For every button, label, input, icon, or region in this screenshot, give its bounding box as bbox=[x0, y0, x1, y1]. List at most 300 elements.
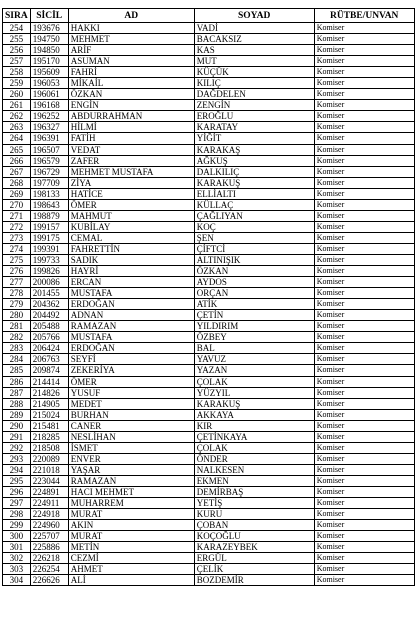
cell-rutbe-unvan: Komiser bbox=[314, 188, 414, 199]
cell-rutbe-unvan: Komiser bbox=[314, 575, 414, 586]
cell-sira: 266 bbox=[3, 155, 31, 166]
cell-ad: CEZMİ bbox=[68, 553, 194, 564]
cell-sicil: 204492 bbox=[30, 310, 68, 321]
cell-sicil: 205488 bbox=[30, 321, 68, 332]
cell-sicil: 209874 bbox=[30, 365, 68, 376]
cell-soyad: ÇELİK bbox=[194, 564, 314, 575]
cell-sira: 285 bbox=[3, 365, 31, 376]
cell-sicil: 201455 bbox=[30, 288, 68, 299]
table-row bbox=[3, 243, 415, 254]
cell-soyad: DALKILIÇ bbox=[194, 166, 314, 177]
cell-rutbe-unvan: Komiser bbox=[314, 299, 414, 310]
cell-sira: 289 bbox=[3, 409, 31, 420]
cell-soyad: VADİ bbox=[194, 23, 314, 34]
cell-rutbe-unvan: Komiser bbox=[314, 166, 414, 177]
cell-rutbe-unvan: Komiser bbox=[314, 564, 414, 575]
cell-ad: MİKAİL bbox=[68, 78, 194, 89]
cell-sicil: 196391 bbox=[30, 133, 68, 144]
cell-sicil: 195609 bbox=[30, 67, 68, 78]
cell-rutbe-unvan: Komiser bbox=[314, 266, 414, 277]
cell-sira: 296 bbox=[3, 486, 31, 497]
cell-soyad: YETİŞ bbox=[194, 498, 314, 509]
cell-soyad: KARAZEYBEK bbox=[194, 542, 314, 553]
header-sicil: SİCİL bbox=[30, 9, 68, 23]
cell-ad: ÖMER bbox=[68, 376, 194, 387]
table-row bbox=[3, 542, 415, 553]
cell-ad: ERDOĞAN bbox=[68, 299, 194, 310]
cell-sira: 293 bbox=[3, 453, 31, 464]
cell-rutbe-unvan: Komiser bbox=[314, 376, 414, 387]
cell-rutbe-unvan: Komiser bbox=[314, 531, 414, 542]
cell-rutbe-unvan: Komiser bbox=[314, 45, 414, 56]
cell-sira: 282 bbox=[3, 332, 31, 343]
cell-soyad: ELLİALTI bbox=[194, 188, 314, 199]
cell-sicil: 223044 bbox=[30, 475, 68, 486]
cell-ad: CANER bbox=[68, 420, 194, 431]
cell-sira: 262 bbox=[3, 111, 31, 122]
cell-rutbe-unvan: Komiser bbox=[314, 409, 414, 420]
cell-sicil: 196729 bbox=[30, 166, 68, 177]
cell-soyad: KÜÇÜK bbox=[194, 67, 314, 78]
cell-sira: 268 bbox=[3, 177, 31, 188]
cell-soyad: AĞKUŞ bbox=[194, 155, 314, 166]
cell-sira: 257 bbox=[3, 56, 31, 67]
cell-rutbe-unvan: Komiser bbox=[314, 365, 414, 376]
personnel-list-page bbox=[2, 8, 415, 586]
cell-rutbe-unvan: Komiser bbox=[314, 100, 414, 111]
cell-sira: 288 bbox=[3, 398, 31, 409]
cell-sicil: 205766 bbox=[30, 332, 68, 343]
cell-rutbe-unvan: Komiser bbox=[314, 56, 414, 67]
cell-sira: 274 bbox=[3, 243, 31, 254]
header-row bbox=[3, 9, 415, 23]
cell-sira: 283 bbox=[3, 343, 31, 354]
cell-ad: ERCAN bbox=[68, 277, 194, 288]
personnel-table bbox=[2, 8, 415, 586]
cell-rutbe-unvan: Komiser bbox=[314, 133, 414, 144]
cell-sira: 275 bbox=[3, 254, 31, 265]
cell-ad: FATİH bbox=[68, 133, 194, 144]
cell-sicil: 214414 bbox=[30, 376, 68, 387]
cell-sicil: 200086 bbox=[30, 277, 68, 288]
cell-ad: ZAFER bbox=[68, 155, 194, 166]
cell-soyad: BACAKSIZ bbox=[194, 34, 314, 45]
table-row bbox=[3, 144, 415, 155]
cell-ad: ZEKERİYA bbox=[68, 365, 194, 376]
cell-rutbe-unvan: Komiser bbox=[314, 78, 414, 89]
cell-ad: ÖZKAN bbox=[68, 89, 194, 100]
cell-soyad: KARATAY bbox=[194, 122, 314, 133]
cell-rutbe-unvan: Komiser bbox=[314, 23, 414, 34]
cell-ad: İSMET bbox=[68, 442, 194, 453]
cell-sira: 290 bbox=[3, 420, 31, 431]
cell-sira: 284 bbox=[3, 354, 31, 365]
cell-ad: ARİF bbox=[68, 45, 194, 56]
cell-rutbe-unvan: Komiser bbox=[314, 199, 414, 210]
cell-sira: 292 bbox=[3, 442, 31, 453]
cell-ad: FAHRETTİN bbox=[68, 243, 194, 254]
cell-rutbe-unvan: Komiser bbox=[314, 310, 414, 321]
cell-soyad: ALTINIŞIK bbox=[194, 254, 314, 265]
table-row bbox=[3, 376, 415, 387]
cell-soyad: ERGÜL bbox=[194, 553, 314, 564]
cell-rutbe-unvan: Komiser bbox=[314, 354, 414, 365]
table-body bbox=[3, 23, 415, 586]
cell-soyad: YİĞİT bbox=[194, 133, 314, 144]
table-row bbox=[3, 266, 415, 277]
table-row bbox=[3, 166, 415, 177]
cell-soyad: AKKAYA bbox=[194, 409, 314, 420]
cell-sira: 259 bbox=[3, 78, 31, 89]
cell-sicil: 199733 bbox=[30, 254, 68, 265]
cell-sicil: 196579 bbox=[30, 155, 68, 166]
cell-ad: ABDURRAHMAN bbox=[68, 111, 194, 122]
cell-sira: 298 bbox=[3, 509, 31, 520]
cell-soyad: ÇOBAN bbox=[194, 520, 314, 531]
table-row bbox=[3, 111, 415, 122]
cell-soyad: KÜLLAÇ bbox=[194, 199, 314, 210]
cell-rutbe-unvan: Komiser bbox=[314, 243, 414, 254]
cell-ad: SADIK bbox=[68, 254, 194, 265]
cell-sira: 254 bbox=[3, 23, 31, 34]
cell-sira: 304 bbox=[3, 575, 31, 586]
cell-ad: HAKKI bbox=[68, 23, 194, 34]
table-row bbox=[3, 277, 415, 288]
cell-sicil: 215481 bbox=[30, 420, 68, 431]
cell-soyad: ÖZKAN bbox=[194, 266, 314, 277]
table-row bbox=[3, 56, 415, 67]
cell-soyad: MUT bbox=[194, 56, 314, 67]
cell-sira: 258 bbox=[3, 67, 31, 78]
cell-rutbe-unvan: Komiser bbox=[314, 288, 414, 299]
cell-rutbe-unvan: Komiser bbox=[314, 398, 414, 409]
cell-ad: MUSTAFA bbox=[68, 288, 194, 299]
table-row bbox=[3, 343, 415, 354]
cell-ad: SEYFİ bbox=[68, 354, 194, 365]
table-row bbox=[3, 155, 415, 166]
cell-sira: 260 bbox=[3, 89, 31, 100]
cell-ad: ZİYA bbox=[68, 177, 194, 188]
cell-ad: BURHAN bbox=[68, 409, 194, 420]
cell-sicil: 199175 bbox=[30, 232, 68, 243]
table-row bbox=[3, 575, 415, 586]
table-row bbox=[3, 486, 415, 497]
table-row bbox=[3, 232, 415, 243]
cell-soyad: YAZAN bbox=[194, 365, 314, 376]
cell-sicil: 196252 bbox=[30, 111, 68, 122]
cell-sicil: 196053 bbox=[30, 78, 68, 89]
cell-ad: CEMAL bbox=[68, 232, 194, 243]
cell-sira: 263 bbox=[3, 122, 31, 133]
table-row bbox=[3, 442, 415, 453]
table-row bbox=[3, 354, 415, 365]
cell-sicil: 199391 bbox=[30, 243, 68, 254]
cell-sira: 276 bbox=[3, 266, 31, 277]
cell-rutbe-unvan: Komiser bbox=[314, 486, 414, 497]
cell-sira: 287 bbox=[3, 387, 31, 398]
cell-rutbe-unvan: Komiser bbox=[314, 542, 414, 553]
cell-rutbe-unvan: Komiser bbox=[314, 89, 414, 100]
cell-rutbe-unvan: Komiser bbox=[314, 553, 414, 564]
cell-soyad: ÇİFTCİ bbox=[194, 243, 314, 254]
table-row bbox=[3, 177, 415, 188]
cell-soyad: KIR bbox=[194, 420, 314, 431]
cell-rutbe-unvan: Komiser bbox=[314, 464, 414, 475]
cell-sira: 264 bbox=[3, 133, 31, 144]
table-row bbox=[3, 498, 415, 509]
cell-sicil: 221018 bbox=[30, 464, 68, 475]
cell-ad: HATİCE bbox=[68, 188, 194, 199]
cell-sicil: 199826 bbox=[30, 266, 68, 277]
cell-sicil: 206763 bbox=[30, 354, 68, 365]
cell-ad: ALİ bbox=[68, 575, 194, 586]
cell-sicil: 226218 bbox=[30, 553, 68, 564]
table-row bbox=[3, 210, 415, 221]
table-row bbox=[3, 365, 415, 376]
cell-ad: YUSUF bbox=[68, 387, 194, 398]
table-row bbox=[3, 553, 415, 564]
cell-sira: 297 bbox=[3, 498, 31, 509]
table-row bbox=[3, 23, 415, 34]
cell-sicil: 226254 bbox=[30, 564, 68, 575]
cell-soyad: ÖZBEY bbox=[194, 332, 314, 343]
cell-sira: 279 bbox=[3, 299, 31, 310]
cell-sicil: 199157 bbox=[30, 221, 68, 232]
cell-sira: 303 bbox=[3, 564, 31, 575]
cell-soyad: ŞEN bbox=[194, 232, 314, 243]
cell-rutbe-unvan: Komiser bbox=[314, 332, 414, 343]
cell-sicil: 226626 bbox=[30, 575, 68, 586]
table-row bbox=[3, 221, 415, 232]
cell-sicil: 218285 bbox=[30, 431, 68, 442]
cell-rutbe-unvan: Komiser bbox=[314, 277, 414, 288]
cell-ad: MURAT bbox=[68, 509, 194, 520]
cell-soyad: DAĞDELEN bbox=[194, 89, 314, 100]
cell-ad: MEDET bbox=[68, 398, 194, 409]
cell-sira: 271 bbox=[3, 210, 31, 221]
table-row bbox=[3, 564, 415, 575]
cell-soyad: ZENGİN bbox=[194, 100, 314, 111]
cell-rutbe-unvan: Komiser bbox=[314, 232, 414, 243]
cell-sicil: 194850 bbox=[30, 45, 68, 56]
cell-sira: 255 bbox=[3, 34, 31, 45]
cell-ad: VEDAT bbox=[68, 144, 194, 155]
cell-sira: 269 bbox=[3, 188, 31, 199]
cell-sicil: 214826 bbox=[30, 387, 68, 398]
cell-rutbe-unvan: Komiser bbox=[314, 67, 414, 78]
cell-soyad: KOÇ bbox=[194, 221, 314, 232]
cell-ad: FAHRİ bbox=[68, 67, 194, 78]
cell-sicil: 218508 bbox=[30, 442, 68, 453]
cell-sira: 256 bbox=[3, 45, 31, 56]
cell-sira: 294 bbox=[3, 464, 31, 475]
cell-sicil: 196168 bbox=[30, 100, 68, 111]
cell-ad: ADNAN bbox=[68, 310, 194, 321]
header-soyad: SOYAD bbox=[194, 9, 314, 23]
cell-sira: 299 bbox=[3, 520, 31, 531]
cell-sira: 267 bbox=[3, 166, 31, 177]
table-row bbox=[3, 387, 415, 398]
cell-ad: ÖMER bbox=[68, 199, 194, 210]
cell-soyad: KURU bbox=[194, 509, 314, 520]
cell-rutbe-unvan: Komiser bbox=[314, 442, 414, 453]
table-header bbox=[3, 9, 415, 23]
cell-rutbe-unvan: Komiser bbox=[314, 509, 414, 520]
table-row bbox=[3, 199, 415, 210]
header-rutbe-unvan: RÜTBE/UNVAN bbox=[314, 9, 414, 23]
cell-sicil: 225707 bbox=[30, 531, 68, 542]
cell-sicil: 224911 bbox=[30, 498, 68, 509]
table-row bbox=[3, 398, 415, 409]
cell-rutbe-unvan: Komiser bbox=[314, 221, 414, 232]
table-row bbox=[3, 45, 415, 56]
table-row bbox=[3, 520, 415, 531]
cell-rutbe-unvan: Komiser bbox=[314, 254, 414, 265]
cell-ad: RAMAZAN bbox=[68, 475, 194, 486]
cell-ad: ASUMAN bbox=[68, 56, 194, 67]
table-row bbox=[3, 288, 415, 299]
cell-soyad: EROĞLU bbox=[194, 111, 314, 122]
cell-soyad: ÇETİNKAYA bbox=[194, 431, 314, 442]
cell-soyad: YÜZYIL bbox=[194, 387, 314, 398]
cell-ad: METİN bbox=[68, 542, 194, 553]
cell-ad: MEHMET MUSTAFA bbox=[68, 166, 194, 177]
cell-sicil: 224918 bbox=[30, 509, 68, 520]
cell-soyad: KARAKAŞ bbox=[194, 144, 314, 155]
table-row bbox=[3, 254, 415, 265]
cell-soyad: BAL bbox=[194, 343, 314, 354]
cell-soyad: ÇAĞLIYAN bbox=[194, 210, 314, 221]
cell-sicil: 225886 bbox=[30, 542, 68, 553]
table-row bbox=[3, 89, 415, 100]
cell-soyad: DEMİRBAŞ bbox=[194, 486, 314, 497]
table-row bbox=[3, 531, 415, 542]
cell-rutbe-unvan: Komiser bbox=[314, 177, 414, 188]
cell-rutbe-unvan: Komiser bbox=[314, 155, 414, 166]
cell-sira: 281 bbox=[3, 321, 31, 332]
table-row bbox=[3, 67, 415, 78]
cell-sicil: 220089 bbox=[30, 453, 68, 464]
cell-sicil: 214905 bbox=[30, 398, 68, 409]
cell-rutbe-unvan: Komiser bbox=[314, 387, 414, 398]
cell-rutbe-unvan: Komiser bbox=[314, 475, 414, 486]
cell-sira: 277 bbox=[3, 277, 31, 288]
cell-ad: MUSTAFA bbox=[68, 332, 194, 343]
header-ad: AD bbox=[68, 9, 194, 23]
cell-sicil: 204362 bbox=[30, 299, 68, 310]
table-row bbox=[3, 509, 415, 520]
table-row bbox=[3, 310, 415, 321]
cell-rutbe-unvan: Komiser bbox=[314, 420, 414, 431]
cell-rutbe-unvan: Komiser bbox=[314, 520, 414, 531]
table-row bbox=[3, 332, 415, 343]
cell-soyad: KARAKUŞ bbox=[194, 398, 314, 409]
header-sira: SIRA bbox=[3, 9, 31, 23]
cell-ad: HACI MEHMET bbox=[68, 486, 194, 497]
cell-sicil: 196061 bbox=[30, 89, 68, 100]
table-row bbox=[3, 321, 415, 332]
cell-rutbe-unvan: Komiser bbox=[314, 210, 414, 221]
cell-sicil: 198879 bbox=[30, 210, 68, 221]
cell-sicil: 198133 bbox=[30, 188, 68, 199]
cell-sicil: 197709 bbox=[30, 177, 68, 188]
table-row bbox=[3, 299, 415, 310]
cell-rutbe-unvan: Komiser bbox=[314, 453, 414, 464]
cell-ad: NESLİHAN bbox=[68, 431, 194, 442]
cell-ad: HAYRİ bbox=[68, 266, 194, 277]
cell-sira: 295 bbox=[3, 475, 31, 486]
cell-ad: ENVER bbox=[68, 453, 194, 464]
cell-ad: YAŞAR bbox=[68, 464, 194, 475]
cell-sira: 280 bbox=[3, 310, 31, 321]
cell-sira: 273 bbox=[3, 232, 31, 243]
cell-ad: HİLMİ bbox=[68, 122, 194, 133]
cell-soyad: KAS bbox=[194, 45, 314, 56]
cell-sicil: 215024 bbox=[30, 409, 68, 420]
cell-soyad: EKMEN bbox=[194, 475, 314, 486]
cell-soyad: NALKESEN bbox=[194, 464, 314, 475]
cell-rutbe-unvan: Komiser bbox=[314, 498, 414, 509]
cell-sicil: 196327 bbox=[30, 122, 68, 133]
table-row bbox=[3, 464, 415, 475]
cell-soyad: ÖNDER bbox=[194, 453, 314, 464]
cell-soyad: ÇOLAK bbox=[194, 376, 314, 387]
cell-sicil: 224891 bbox=[30, 486, 68, 497]
cell-ad: MUHARREM bbox=[68, 498, 194, 509]
table-row bbox=[3, 409, 415, 420]
cell-ad: MEHMET bbox=[68, 34, 194, 45]
cell-ad: MAHMUT bbox=[68, 210, 194, 221]
cell-sicil: 195170 bbox=[30, 56, 68, 67]
cell-sicil: 194750 bbox=[30, 34, 68, 45]
cell-ad: KUBİLAY bbox=[68, 221, 194, 232]
cell-rutbe-unvan: Komiser bbox=[314, 431, 414, 442]
cell-soyad: ÇOLAK bbox=[194, 442, 314, 453]
cell-sira: 302 bbox=[3, 553, 31, 564]
cell-ad: AKIN bbox=[68, 520, 194, 531]
cell-sira: 265 bbox=[3, 144, 31, 155]
table-row bbox=[3, 133, 415, 144]
cell-rutbe-unvan: Komiser bbox=[314, 111, 414, 122]
cell-soyad: KILIÇ bbox=[194, 78, 314, 89]
cell-rutbe-unvan: Komiser bbox=[314, 122, 414, 133]
cell-sira: 301 bbox=[3, 542, 31, 553]
cell-sira: 270 bbox=[3, 199, 31, 210]
cell-rutbe-unvan: Komiser bbox=[314, 144, 414, 155]
cell-rutbe-unvan: Komiser bbox=[314, 321, 414, 332]
cell-sira: 278 bbox=[3, 288, 31, 299]
cell-ad: RAMAZAN bbox=[68, 321, 194, 332]
cell-sira: 300 bbox=[3, 531, 31, 542]
cell-sicil: 224960 bbox=[30, 520, 68, 531]
table-row bbox=[3, 34, 415, 45]
cell-rutbe-unvan: Komiser bbox=[314, 34, 414, 45]
table-row bbox=[3, 453, 415, 464]
cell-ad: MURAT bbox=[68, 531, 194, 542]
cell-soyad: KARAKUŞ bbox=[194, 177, 314, 188]
cell-sicil: 198643 bbox=[30, 199, 68, 210]
cell-soyad: ÇETİN bbox=[194, 310, 314, 321]
cell-soyad: YAVUZ bbox=[194, 354, 314, 365]
cell-sira: 272 bbox=[3, 221, 31, 232]
cell-soyad: BOZDEMİR bbox=[194, 575, 314, 586]
cell-ad: ERDOĞAN bbox=[68, 343, 194, 354]
cell-sicil: 193676 bbox=[30, 23, 68, 34]
table-row bbox=[3, 188, 415, 199]
cell-rutbe-unvan: Komiser bbox=[314, 343, 414, 354]
cell-sicil: 206424 bbox=[30, 343, 68, 354]
table-row bbox=[3, 420, 415, 431]
